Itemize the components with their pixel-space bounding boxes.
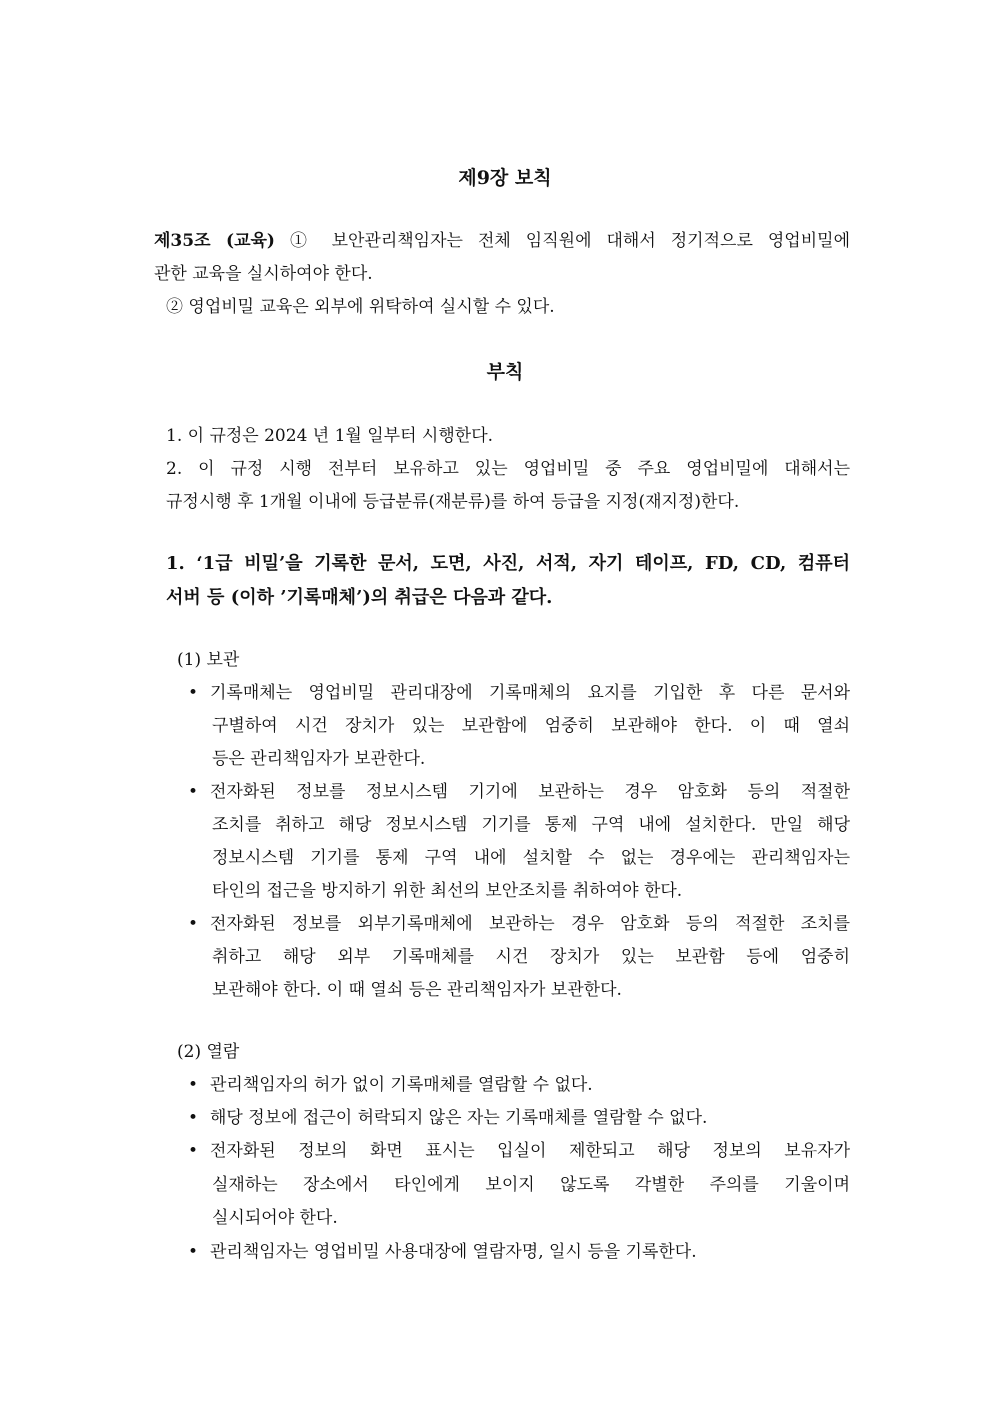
viewing-b3-line2: 실재하는 장소에서 타인에게 보이지 않도록 각별한 주의를 기울이며 [212, 1175, 850, 1195]
storage-b1-line2: 구별하여 시건 장치가 있는 보관함에 엄중히 보관해야 한다. 이 때 열쇠 [212, 716, 850, 736]
storage-b1-line1: 기록매체는 영업비밀 관리대장에 기록매체의 요지를 기입한 후 다른 문서와 [210, 683, 850, 703]
viewing-b4: 관리책임자는 영업비밀 사용대장에 열람자명, 일시 등을 기록한다. [210, 1242, 697, 1262]
storage-b2-line3: 정보시스템 기기를 통제 구역 내에 설치할 수 없는 경우에는 관리책임자는 [212, 848, 850, 868]
storage-b3-line3: 보관해야 한다. 이 때 열쇠 등은 관리책임자가 보관한다. [212, 980, 622, 1000]
bullet-icon: • [188, 782, 199, 802]
storage-title: (1) 보관 [177, 650, 240, 670]
bullet-icon: • [188, 1075, 199, 1095]
storage-b2-line2: 조치를 취하고 해당 정보시스템 기기를 통제 구역 내에 설치한다. 만일 해당 [212, 815, 850, 835]
bullet-icon: • [188, 1242, 199, 1262]
bullet-icon: • [188, 1108, 199, 1128]
addendum-item-1: 1. 이 규정은 2024 년 1월 일부터 시행한다. [166, 426, 494, 446]
storage-b3-line2: 취하고 해당 외부 기록매체를 시건 장치가 있는 보관함 등에 엄중히 [212, 947, 850, 967]
storage-b2-line1: 전자화된 정보를 정보시스템 기기에 보관하는 경우 암호화 등의 적절한 [210, 782, 850, 802]
addendum-item-2-line2: 규정시행 후 1개월 이내에 등급분류(재분류)를 하여 등급을 지정(재지정)한다. [166, 492, 740, 512]
article-35-line3: ② 영업비밀 교육은 외부에 위탁하여 실시할 수 있다. [166, 297, 555, 317]
addendum-title: 부칙 [486, 361, 524, 383]
chapter-title: 제9장 보칙 [458, 167, 552, 189]
handling-heading-line1: 1. ‘1급 비밀’을 기록한 문서, 도면, 사진, 서적, 자기 테이프, FD, CD, 컴퓨터 [166, 553, 850, 574]
handling-heading-line2: 서버 등 (이하 ’기록매체’)의 취급은 다음과 같다. [166, 587, 553, 608]
storage-b3-line1: 전자화된 정보를 외부기록매체에 보관하는 경우 암호화 등의 적절한 조치를 [210, 914, 850, 934]
viewing-b3-line3: 실시되어야 한다. [212, 1208, 338, 1228]
bullet-icon: • [188, 683, 199, 703]
article-35-text1: ① 보안관리책임자는 전체 임직원에 대해서 정기적으로 영업비밀에 [289, 231, 850, 251]
viewing-b1: 관리책임자의 허가 없이 기록매체를 열람할 수 없다. [210, 1075, 593, 1095]
storage-b1-line3: 등은 관리책임자가 보관한다. [212, 749, 426, 769]
bullet-icon: • [188, 1141, 199, 1161]
viewing-b2: 해당 정보에 접근이 허락되지 않은 자는 기록매체를 열람할 수 없다. [210, 1108, 708, 1128]
article-label: 제35조 (교육) [154, 231, 275, 251]
viewing-b3-line1: 전자화된 정보의 화면 표시는 입실이 제한되고 해당 정보의 보유자가 [210, 1141, 850, 1161]
storage-b2-line4: 타인의 접근을 방지하기 위한 최선의 보안조치를 취하여야 한다. [212, 881, 683, 901]
bullet-icon: • [188, 914, 199, 934]
article-35-line1 [154, 229, 850, 253]
viewing-title: (2) 열람 [177, 1042, 240, 1062]
addendum-item-2-line1: 2. 이 규정 시행 전부터 보유하고 있는 영업비밀 중 주요 영업비밀에 대해서는 [166, 459, 850, 479]
article-35-line2: 관한 교육을 실시하여야 한다. [154, 264, 373, 284]
